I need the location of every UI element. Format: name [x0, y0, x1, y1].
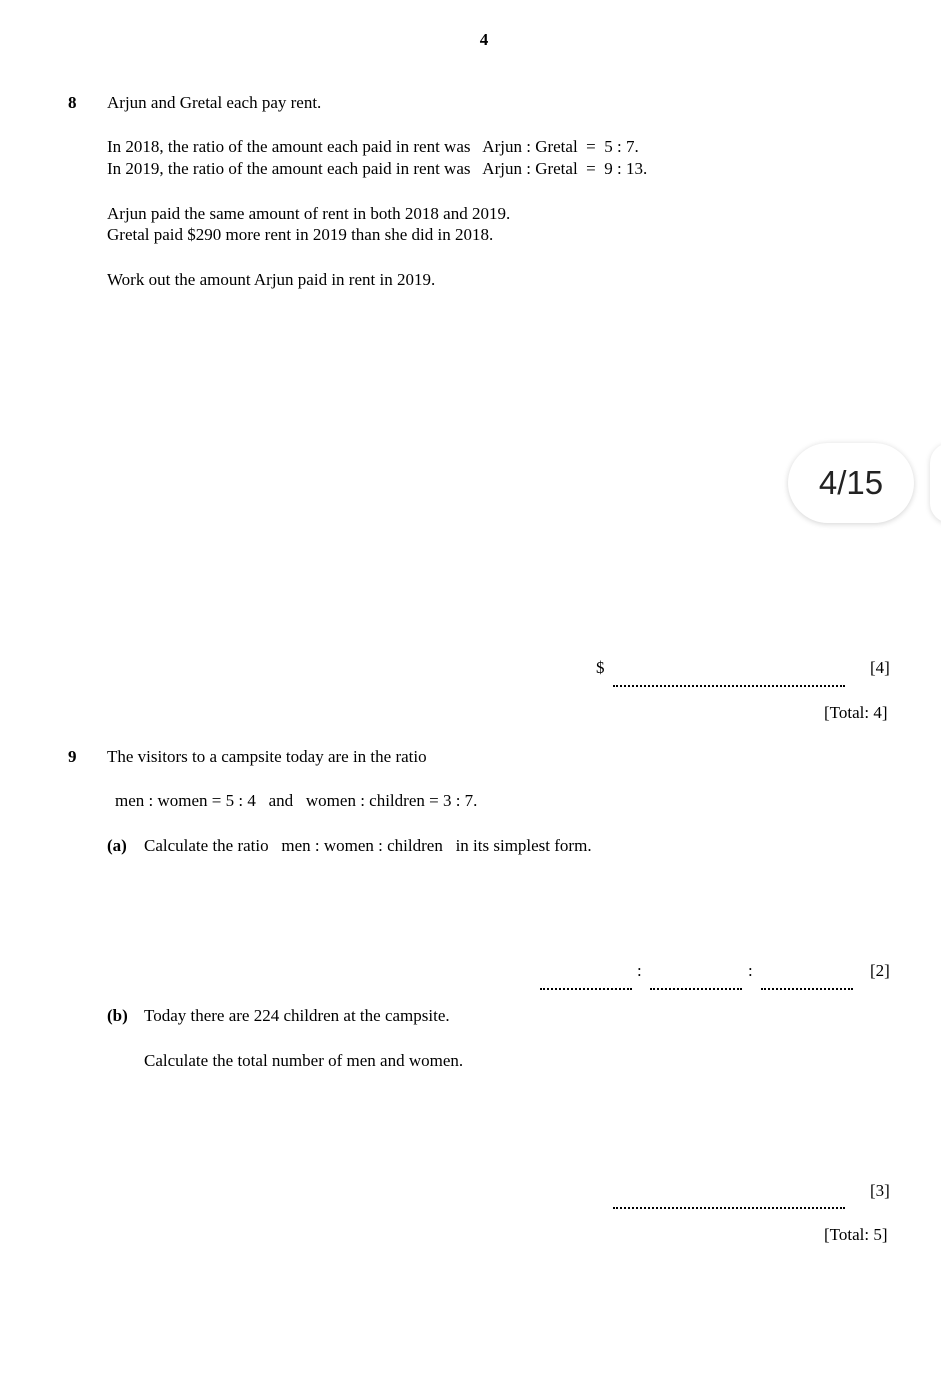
page-number: 4 — [479, 30, 489, 49]
q9-total: [Total: 5] — [824, 1225, 888, 1244]
q8-ratio-2018: In 2018, the ratio of the amount each paid in rent was Arjun : Gretal = 5 : 7. — [107, 137, 639, 156]
q9b-marks: [3] — [870, 1181, 890, 1200]
q8-task: Work out the amount Arjun paid in rent in 2019. — [107, 270, 436, 289]
q8-marks: [4] — [870, 658, 890, 677]
page-indicator — [788, 443, 914, 523]
q8-intro: Arjun and Gretal each pay rent. — [107, 93, 322, 112]
q9a-answer-3[interactable] — [761, 975, 853, 995]
q9-intro: The visitors to a campsite today are in the ratio — [107, 747, 427, 766]
q8-ratio-2019: In 2019, the ratio of the amount each paid in rent was Arjun : Gretal = 9 : 13. — [107, 159, 648, 178]
q8-gretal-more: Gretal paid $290 more rent in 2019 than she did in 2018. — [107, 225, 494, 244]
q9a-text: Calculate the ratio men : women : children in its simplest form. — [144, 836, 592, 855]
q9a-marks: [2] — [870, 961, 890, 980]
q8-answer-prefix: $ — [596, 658, 605, 677]
q9b-answer-line[interactable] — [613, 1194, 845, 1214]
side-scroll-handle[interactable] — [930, 443, 941, 523]
q9b-text: Today there are 224 children at the campsite. — [144, 1006, 450, 1025]
question-8-number: 8 — [68, 93, 77, 112]
q9b-task: Calculate the total number of men and women. — [144, 1051, 464, 1070]
question-9-number: 9 — [68, 747, 77, 766]
q8-answer-line[interactable] — [613, 672, 845, 692]
page-indicator-label: 4/15 — [818, 464, 884, 501]
q9-ratios: men : women = 5 : 4 and women : children = 3 : 7. — [115, 791, 478, 810]
q8-same-rent: Arjun paid the same amount of rent in both 2018 and 2019. — [107, 204, 511, 223]
q9b-label: (b) — [107, 1006, 128, 1025]
q9a-answer-2[interactable] — [650, 975, 742, 995]
q9a-answer-1[interactable] — [540, 975, 632, 995]
q9a-sep-2: : — [748, 961, 753, 980]
q9a-sep-1: : — [637, 961, 642, 980]
q9a-label: (a) — [107, 836, 127, 855]
q8-total: [Total: 4] — [824, 703, 888, 722]
